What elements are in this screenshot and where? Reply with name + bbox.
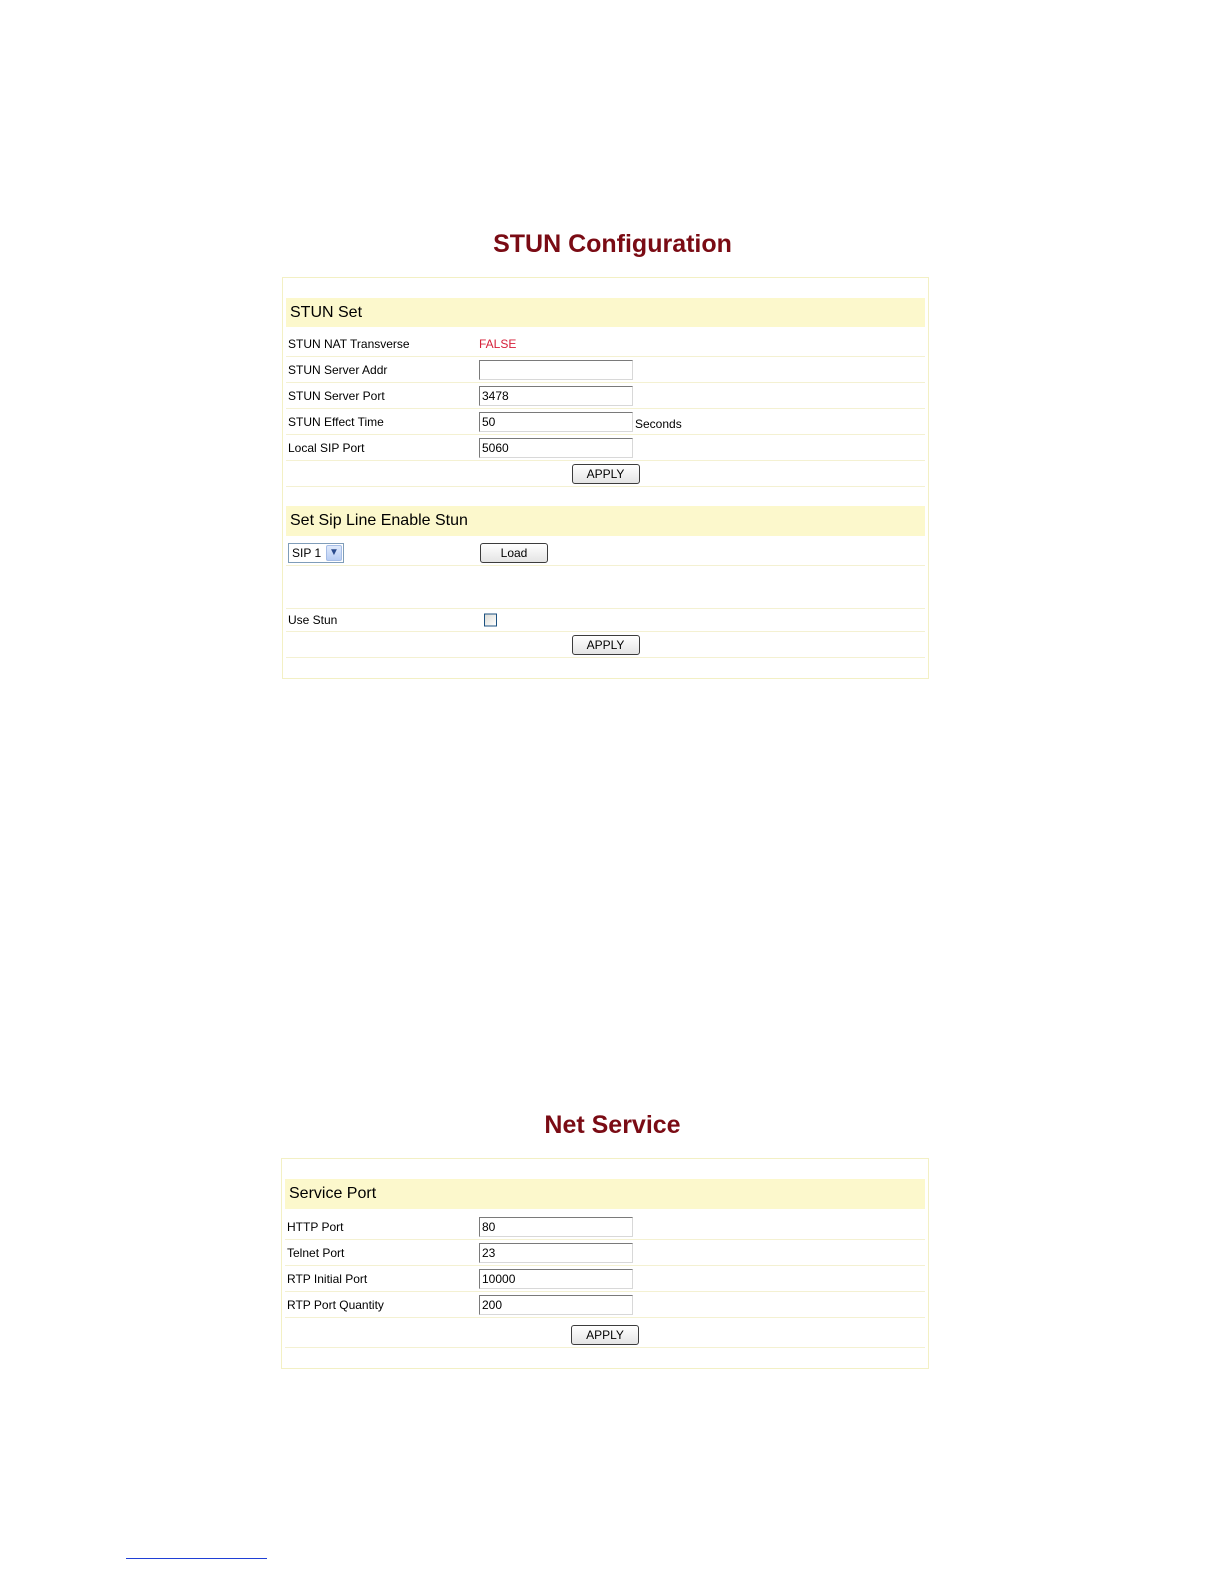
- stun-effect-time-unit: Seconds: [635, 416, 682, 431]
- rtp-initial-port-row: [285, 1266, 925, 1292]
- local-sip-port-input[interactable]: [479, 438, 633, 458]
- stun-effect-time-label: STUN Effect Time: [288, 414, 384, 429]
- stun-server-addr-input[interactable]: [479, 360, 633, 380]
- stun-server-addr-label: STUN Server Addr: [288, 362, 388, 377]
- rtp-initial-port-input[interactable]: [479, 1269, 633, 1289]
- stun-server-addr-row: [286, 357, 925, 383]
- stun-config-panel: [282, 277, 929, 679]
- net-service-apply-button[interactable]: APPLY: [571, 1325, 639, 1345]
- stun-effect-time-row: [286, 409, 925, 435]
- service-port-header: Service Port: [285, 1179, 925, 1209]
- use-stun-checkbox[interactable]: [484, 614, 497, 627]
- stun-set-apply-row: [286, 461, 925, 487]
- rtp-port-quantity-row: [285, 1292, 925, 1318]
- use-stun-row: [286, 609, 925, 632]
- sip-line-select[interactable]: [288, 543, 344, 563]
- telnet-port-row: [285, 1240, 925, 1266]
- local-sip-port-row: [286, 435, 925, 461]
- sip-line-select-value: SIP 1: [292, 545, 322, 560]
- stun-effect-time-input[interactable]: [479, 412, 633, 432]
- stun-server-port-input[interactable]: [479, 386, 633, 406]
- stun-set-apply-button[interactable]: APPLY: [572, 464, 640, 484]
- sip-line-apply-row: [286, 632, 925, 658]
- sip-line-select-row: [286, 540, 925, 566]
- stun-nat-transverse-status: FALSE: [479, 336, 517, 351]
- chevron-down-icon[interactable]: ▼: [326, 545, 342, 561]
- rtp-initial-port-label: RTP Initial Port: [287, 1271, 368, 1286]
- load-button[interactable]: Load: [480, 543, 548, 563]
- stun-server-port-label: STUN Server Port: [288, 388, 385, 403]
- net-service-panel: [281, 1158, 929, 1369]
- stun-set-header: STUN Set: [286, 298, 925, 327]
- net-service-apply-row: [285, 1322, 925, 1348]
- http-port-row: [285, 1214, 925, 1240]
- rtp-port-quantity-label: RTP Port Quantity: [287, 1297, 384, 1312]
- local-sip-port-label: Local SIP Port: [288, 440, 365, 455]
- telnet-port-input[interactable]: [479, 1243, 633, 1263]
- http-port-label: HTTP Port: [287, 1219, 344, 1234]
- net-service-page-title: Net Service: [544, 1111, 681, 1139]
- stun-nat-transverse-row: [286, 331, 925, 357]
- use-stun-label: Use Stun: [288, 613, 338, 627]
- sip-line-blank-row: [286, 566, 925, 609]
- stun-nat-transverse-label: STUN NAT Transverse: [288, 336, 410, 351]
- sip-line-apply-button[interactable]: APPLY: [572, 635, 640, 655]
- http-port-input[interactable]: [479, 1217, 633, 1237]
- sip-line-stun-header: Set Sip Line Enable Stun: [286, 506, 925, 536]
- footer-link-underline: [126, 1558, 267, 1559]
- telnet-port-label: Telnet Port: [287, 1245, 345, 1260]
- rtp-port-quantity-input[interactable]: [479, 1295, 633, 1315]
- stun-server-port-row: [286, 383, 925, 409]
- stun-page-title: STUN Configuration: [493, 230, 732, 258]
